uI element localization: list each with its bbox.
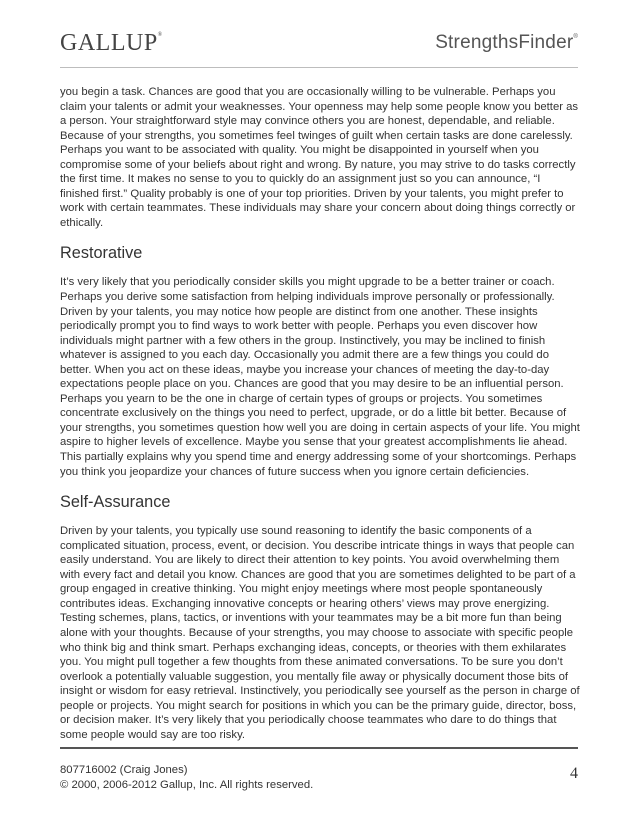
footer-copyright: © 2000, 2006-2012 Gallup, Inc. All rights reserved. (60, 779, 314, 791)
footer-divider (60, 747, 578, 749)
section-title-restorative: Restorative (60, 244, 143, 263)
intro-paragraph: you begin a task. Chances are good that you are occasionally willing to be vulnerable. Perhaps you claim your talents or admit your weaknesses. Your openness may help some people know you better as a person. Your straightforward style may convince others you are honest, dependable, and reliable. Because of your strengths, you sometimes feel twinges of guilt when certain tasks are done carelessly. Perhaps you want to be associated with quality. You might be disappointed in yourself when you compromise some of your beliefs about right and wrong. By nature, you may strive to do tasks correctly the first time. It makes no sense to you to quickly do an assignment just so you can announce, “I finished first.” Quality probably is one of your top priorities. Driven by your talents, you might prefer to work with certain teammates. These individuals may share your concern about doing things correctly or ethically. (60, 86, 579, 229)
logo-registered-mark: ® (157, 32, 163, 38)
product-registered-mark: ® (573, 34, 578, 40)
header-divider (60, 67, 578, 68)
gallup-logo (60, 30, 163, 57)
footer-id-line: 807716002 (Craig Jones) (60, 764, 188, 776)
section-title-self-assurance: Self-Assurance (60, 493, 171, 512)
page-number: 4 (570, 765, 578, 782)
page-footer (60, 763, 578, 793)
page-content (60, 85, 582, 742)
logo-text: GALLUP (60, 30, 158, 56)
page-header (60, 28, 578, 68)
product-name (435, 32, 578, 54)
section-body-self-assurance: Driven by your talents, you typically use sound reasoning to identify the basic components of a complicated situation, process, event, or decision. You describe intricate things in ways that people can easily understand. You are likely to direct their attention to key points. You avoid overwhelming them with every fact and detail you know. Chances are good that you are sometimes delighted to be part of a group engaged in creative thinking. You might enjoy meetings where most people spontaneously contributes ideas. Exchanging innovative concepts or hearing others’ views may prove energizing. Testing schemes, plans, tactics, or inventions with your teammates may be a bit more fun than being alone with your thoughts. Because of your strengths, you may choose to associate with specific people who think big and think smart. Perhaps exchanging ideas, concepts, or theories with them exhilarates you. You might pull together a few thoughts from these animated conversations. To be sure you don’t overlook a potentially valuable suggestion, you mentally file away or physically document those bits of insight or wisdom for easy retrieval. Instinctively, you periodically see yourself as the person in charge of people or projects. You might search for positions in which you can be the primary guide, director, boss, or decision maker. It’s very likely that you periodically choose teammates who dare to do things that some people would say are too risky. (60, 525, 580, 741)
section-body-restorative: It’s very likely that you periodically consider skills you might upgrade to be a better trainer or coach. Perhaps you derive some satisfaction from helping individuals improve personally or professionally. Driven by your talents, you may notice how people are distinct from one another. These insights periodically prompt you to find ways to work better with people. Perhaps you even discover how individuals might partner with a few others in the group. Instinctively, you may be inclined to finish whatever is assigned to you each day. Occasionally you admit there are a few things you could do better. When you act on these ideas, maybe you increase your chances of meeting the day-to-day expectations people place on you. Chances are good that you may desire to be an influential person. Perhaps you yearn to be the one in charge of certain types of groups or projects. You sometimes concentrate exclusively on the things you need to perfect, upgrade, or do a little bit better. Because of your strengths, you sometimes question how well you are doing in certain aspects of your life. You might aspire to higher levels of excellence. Maybe you sense that your greatest accomplishments lie ahead. This partially explains why you spend time and energy addressing some of your shortcomings. Perhaps you think you jeopardize your chances of future success when you ignore certain deficiencies. (60, 276, 580, 478)
product-text: StrengthsFinder (435, 32, 574, 53)
